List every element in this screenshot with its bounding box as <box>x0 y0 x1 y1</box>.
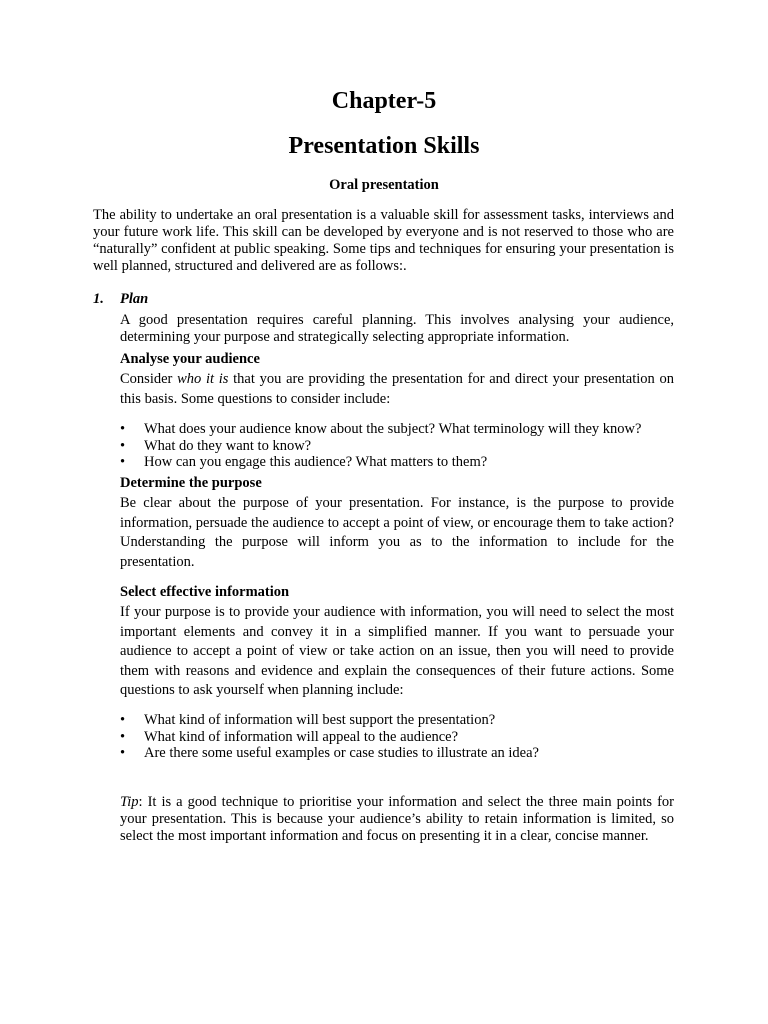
bullet-icon: • <box>120 437 126 454</box>
tip-label: Tip <box>120 794 139 810</box>
chapter-label: Chapter-5 <box>331 88 437 114</box>
list-item-text: How can you engage this audience? What matters to them? <box>144 454 488 470</box>
section-title: Plan <box>120 291 149 307</box>
tip-text: : It is a good technique to prioritise your information and select the three main points for your presentation. This is because your audience’s ability to retain information is limited, so select the most important information and focus on presenting it in a clear, concise manner. <box>120 794 674 844</box>
list-item-text: Are there some useful examples or case studies to illustrate an idea? <box>144 745 539 761</box>
list-item <box>120 729 680 746</box>
list-item <box>120 421 680 438</box>
list-item-text: What kind of information will appeal to the audience? <box>144 728 459 745</box>
bullet-icon: • <box>120 728 126 745</box>
list-item-text: What does your audience know about the subject? What terminology will they know? <box>144 421 642 437</box>
list-item <box>120 438 680 455</box>
section-number: 1. <box>93 291 104 307</box>
analyse-text-before: Consider <box>120 371 178 387</box>
analyse-heading: Analyse your audience <box>120 351 260 367</box>
bullet-icon: • <box>120 454 126 470</box>
list-item <box>120 712 680 729</box>
select-paragraph: If your purpose is to provide your audience with information, you will need to select the most important elements and convey it in a simplified manner. If you want to persuade your audience to accept a point of view or take action on an issue, then you will need to provide them with reasons and evidence and explain the consequences of their future actions. Some questions to ask yourself when planning include: <box>120 604 674 698</box>
bullet-icon: • <box>120 712 126 728</box>
page-title: Presentation Skills <box>288 133 480 159</box>
list-item-text: What kind of information will best support the presentation? <box>144 712 496 728</box>
intro-paragraph: The ability to undertake an oral presentation is a valuable skill for assessment tasks, interviews and your future work life. This skill can be developed by everyone and is not reserved to those who are “naturally” confident at public speaking. Some tips and techniques for ensuring your presentation is well planned, structured and delivered are as follows:. <box>93 207 674 274</box>
bullet-icon: • <box>120 421 126 437</box>
list-item <box>120 745 680 762</box>
bullet-icon: • <box>120 745 126 761</box>
analyse-bullet-list <box>120 421 680 471</box>
section-subtitle: Oral presentation <box>329 177 439 193</box>
analyse-text-italic: who it is <box>177 371 229 387</box>
select-heading: Select effective information <box>120 584 290 600</box>
select-bullet-list <box>120 712 680 762</box>
purpose-heading: Determine the purpose <box>120 475 262 491</box>
list-item <box>120 454 680 471</box>
tip-paragraph <box>120 794 674 845</box>
plan-paragraph: A good presentation requires careful planning. This involves analysing your audience, determining your purpose and strategically selecting appropriate information. <box>120 312 674 345</box>
purpose-paragraph: Be clear about the purpose of your presentation. For instance, is the purpose to provide information, persuade the audience to accept a point of view, or encourage them to take action? Understanding the purpose will inform you as to the information to include for the presentation. <box>120 495 674 570</box>
list-item-text: What do they want to know? <box>144 437 312 454</box>
analyse-text-after: that you are providing the presentation for and direct your presentation on this basis. Some questions to consider include: <box>120 371 674 407</box>
analyse-paragraph <box>120 370 674 409</box>
